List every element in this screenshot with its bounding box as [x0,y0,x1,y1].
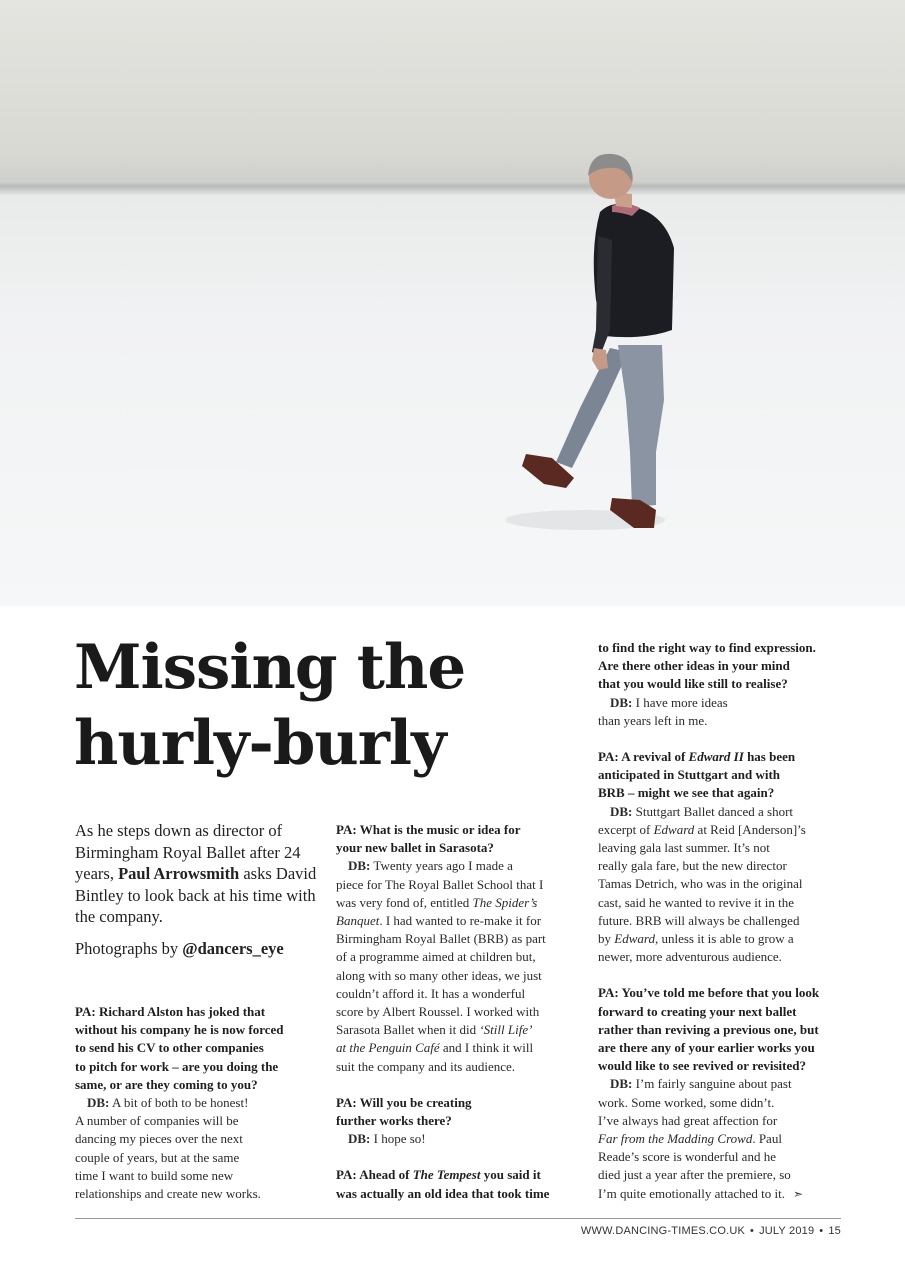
question-4-line: you said it [480,1167,541,1183]
answer-5-line: Tamas Detrich, who was in the original [598,876,803,892]
answer-2-line: couldn’t afford it. It has a wonderful [336,985,526,1001]
speaker-db: DB: [610,803,633,819]
answer-3-line: I hope so! [373,1131,426,1147]
speaker-pa: PA: [598,985,619,1001]
question-4-line: Ahead of [359,1167,413,1183]
standfirst-text [75,820,325,928]
answer-6-line: . Paul [752,1131,782,1147]
question-5-line: BRB – might we see that again? [598,785,775,801]
answer-4-line: I have more ideas [635,694,728,710]
page-number: 15 [828,1225,841,1237]
article-title [74,630,544,782]
photo-credit-label: Photographs by [75,938,179,958]
answer-2-line: Twenty years ago I made a [373,858,513,874]
answer-1-line: relationships and create new works. [75,1186,261,1202]
answer-2 [336,857,576,1075]
question-4-line: to find the right way to find expression. [598,640,816,655]
answer-6-line: work. Some worked, some didn’t. [598,1094,775,1110]
question-1-line: same, or are they coming to you? [75,1076,258,1092]
column-1 [75,1003,320,1203]
answer-2-line: Sarasota Ballet when it did [336,1022,480,1038]
answer-5-line: by [598,931,615,947]
footer-separator: • [750,1225,755,1237]
answer-4-line: than years left in me. [598,712,708,728]
question-6-line: rather than reviving a previous one, but [598,1021,819,1037]
answer-1-line: couple of years, but at the same [75,1149,240,1165]
answer-2-line: piece for The Royal Ballet School that I [336,876,544,892]
column-2 [336,821,576,1203]
work-title: Far from the Madding Crowd [598,1131,753,1147]
question-3-line: further works there? [336,1113,452,1129]
answer-1-line: dancing my pieces over the next [75,1131,243,1147]
question-5-line: A revival of [621,749,689,765]
work-title: The Tempest [412,1167,481,1183]
question-5-line: anticipated in Stuttgart and with [598,767,781,783]
question-1 [75,1003,320,1094]
question-1-line: without his company he is now forced [75,1022,284,1038]
answer-2-line: and I think it will [439,1040,534,1056]
answer-3 [336,1130,576,1148]
answer-5-line: newer, more adventurous audience. [598,949,782,965]
answer-5-line: really gala fare, but the new director [598,858,787,874]
page-footer [581,1225,841,1237]
question-4-line: Are there other ideas in your mind [598,658,790,674]
standfirst-part-2: asks David Bintley to look back at his time with the company. [75,864,317,926]
answer-2-line: suit the company and its audience. [336,1058,516,1074]
work-title: Edward [614,931,655,947]
answer-2-line: . I had wanted to re-make it for [379,913,542,929]
answer-2-line: of a programme aimed at children but, [336,949,536,965]
answer-6-line: I’ve always had great affection for [598,1112,778,1128]
question-2-line: What is the music or idea for [359,822,521,837]
question-3-line: Will you be creating [359,1094,472,1110]
question-4-continued [598,639,848,694]
speaker-db: DB: [87,1095,110,1111]
answer-1 [75,1094,320,1203]
photo-credit-handle: @dancers_eye [182,938,284,958]
speaker-db: DB: [610,1076,633,1092]
answer-6-line: I’m fairly sanguine about past [635,1076,792,1092]
question-2-line: your new ballet in Sarasota? [336,840,494,856]
column-3 [598,639,848,1203]
author-name: Paul Arrowsmith [118,864,240,883]
title-line-2: hurly-burly [74,708,446,779]
question-6-line: are there any of your earlier works you [598,1040,815,1056]
question-2 [336,821,576,857]
answer-2-line: was very fond of, entitled [336,894,473,910]
question-5 [598,748,848,803]
answer-6-line: I’m quite emotionally attached to it. [598,1185,786,1201]
title-line-1: Missing the [74,632,466,703]
speaker-pa: PA: [336,822,357,837]
answer-1-line: A bit of both to be honest! [111,1095,249,1111]
answer-5-line: at Reid [Anderson]’s [694,821,806,837]
answer-6-line: Reade’s score is wonderful and he [598,1149,776,1165]
standfirst [75,820,325,959]
answer-5-line: future. BRB will always be challenged [598,912,800,928]
work-title: at the Penguin Café [336,1040,440,1056]
work-title: Edward [653,821,695,837]
question-1-line: Richard Alston has joked that [98,1004,266,1019]
speaker-pa: PA: [75,1004,96,1019]
work-title: The Spider’s [472,894,538,910]
footer-rule [75,1218,841,1219]
speaker-db: DB: [348,858,371,874]
speaker-db: DB: [348,1131,371,1147]
question-1-line: to send his CV to other companies [75,1040,264,1056]
footer-website: WWW.DANCING-TIMES.CO.UK [580,1225,746,1237]
answer-1-line: time I want to build some new [75,1167,234,1183]
answer-2-line: Birmingham Royal Ballet (BRB) as part [336,931,546,947]
question-3 [336,1094,576,1130]
question-4-line: that you would like still to realise? [598,676,788,692]
question-4 [336,1166,576,1202]
answer-2-line: score by Albert Roussel. I worked with [336,1004,540,1020]
answer-6-line: died just a year after the premiere, so [598,1167,791,1183]
answer-5-line: , unless it is able to grow a [654,931,794,947]
answer-2-line: along with so many other ideas, we just [336,967,542,983]
question-6-line: You’ve told me before that you look [621,985,820,1001]
standfirst-part-1: As he steps down as director of Birmingham Royal Ballet after 24 years, [75,821,301,883]
answer-5-line: leaving gala last summer. It’s not [598,840,770,856]
answer-6 [598,1075,848,1202]
speaker-pa: PA: [598,749,619,765]
answer-5-line: excerpt of [598,821,654,837]
question-4-line: was actually an old idea that took time [336,1185,550,1201]
footer-issue-date: JULY 2019 [759,1225,815,1237]
speaker-pa: PA: [336,1167,357,1183]
work-title: Banquet [336,913,380,929]
continue-arrow-icon: ➣ [793,1186,804,1201]
question-6 [598,984,848,1075]
man-walking-figure [522,154,674,528]
answer-5-line: cast, said he wanted to revive it in the [598,894,795,910]
photo-credit [75,938,325,960]
work-title: ‘Still Life’ [479,1022,533,1038]
question-5-line: has been [743,749,796,765]
question-6-line: would like to see revived or revisited? [598,1058,806,1074]
answer-1-line: A number of companies will be [75,1113,239,1129]
work-title: Edward II [688,749,744,765]
speaker-pa: PA: [336,1094,357,1110]
answer-5-line: Stuttgart Ballet danced a short [635,803,794,819]
speaker-db: DB: [610,694,633,710]
question-1-line: to pitch for work – are you doing the [75,1058,279,1074]
question-6-line: forward to creating your next ballet [598,1003,797,1019]
footer-separator: • [819,1225,824,1237]
answer-4 [598,694,848,730]
answer-5 [598,803,848,967]
photo-scene [0,0,905,606]
hero-photo [0,0,905,606]
